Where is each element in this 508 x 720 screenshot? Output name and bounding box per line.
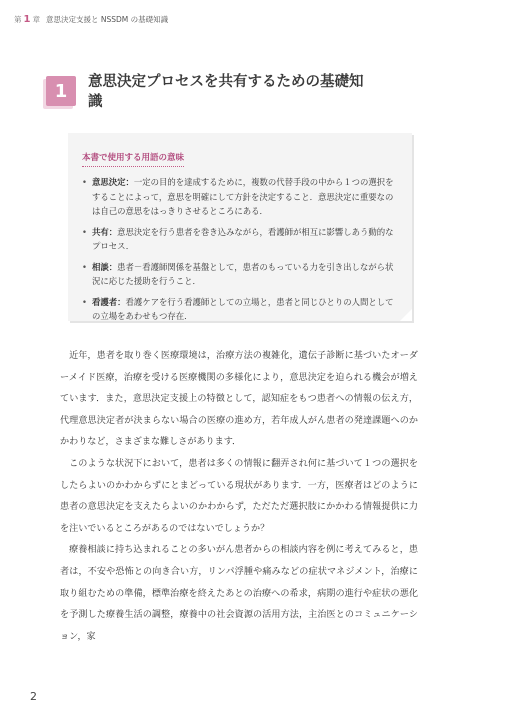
chapter-number: 1 [23,14,31,25]
term-separator: ： [108,261,118,272]
term-name: 共有 [92,226,109,237]
term-separator: ： [125,177,134,187]
section-number-badge: 1 [46,76,76,106]
term-definition: 患者－看護師関係を基盤として，患者のもっている力を引き出しながら状況に応じた援助を行うこと． [92,261,394,286]
terminology-box [68,133,412,321]
page-number: 2 [30,690,37,703]
term-name: 意思決定 [92,177,126,187]
term-item-consultation [82,260,398,289]
term-name: 看護者 [92,296,118,307]
section-heading [46,72,368,112]
body-text [60,346,418,648]
terminology-box-title: 本書で使用する用語の意味 [82,151,184,167]
term-item-nurse [82,295,398,324]
chapter-suffix: 章 [32,15,40,24]
term-item-decision [82,175,398,219]
chapter-prefix: 第 [14,15,22,24]
section-title: 意思決定プロセスを共有するための基礎知識 [88,74,364,110]
term-definition: 意思決定を行う患者を巻き込みながら，看護師が相互に影響しあう動的なプロセス． [92,226,394,251]
body-paragraph: 療養相談に持ち込まれることの多いがん患者からの相談内容を例に考えてみると，患者は，不安や恐怖との向き合い方，リンパ浮腫や痛みなどの症状マネジメント，治療に取り組むための準備，標準治療を終えたあとの治療への希求，病期の進行や症状の悪化を予測した療養生活の調整，療養中の社会資源の活用方法，主治医とのコミュニケーション，家 [60,545,418,642]
term-definition: 一定の目的を達成するために，複数の代替手段の中から１つの選択をすることによって，意思を明確にして方針を決定すること．意思決定に重要なのは自己の意思をはっきりさせるところにある． [92,177,394,216]
body-paragraph: このような状況下において，患者は多くの情報に翻弄され何に基づいて１つの選択をしたらよいのかわからずにとまどっている現状があります．一方，医療者はどのように患者の意思決定を支えたらよいのかわからず，ただただ選択肢にかかわる情報提供に力を注いでいるところがあるのではないでしょうか？ [60,458,418,534]
chapter-title: 意思決定支援と NSSDM の基礎知識 [45,15,169,24]
term-separator: ： [108,226,118,237]
term-definition: 看護ケアを行う看護師としての立場と，患者と同じひとりの人間としての立場をあわせもつ存在． [92,296,394,321]
term-separator: ： [117,296,126,307]
term-item-sharing [82,225,398,254]
body-paragraph: 近年，患者を取り巻く医療環境は，治療方法の複雑化，遺伝子診断に基づいたオーダーメイド医療，治療を受ける医療機関の多様化により，意思決定を迫られる機会が増えています．また，意思決定支援上の特徴として，認知症をもつ患者への情報の伝え方，代理意思決定者が決まらない場合の医療の進め方，若年成人がん患者の発達課題へのかかわりなど，さまざまな難しさがあります． [60,351,418,448]
term-name: 相談 [92,261,109,272]
running-header [14,14,168,25]
